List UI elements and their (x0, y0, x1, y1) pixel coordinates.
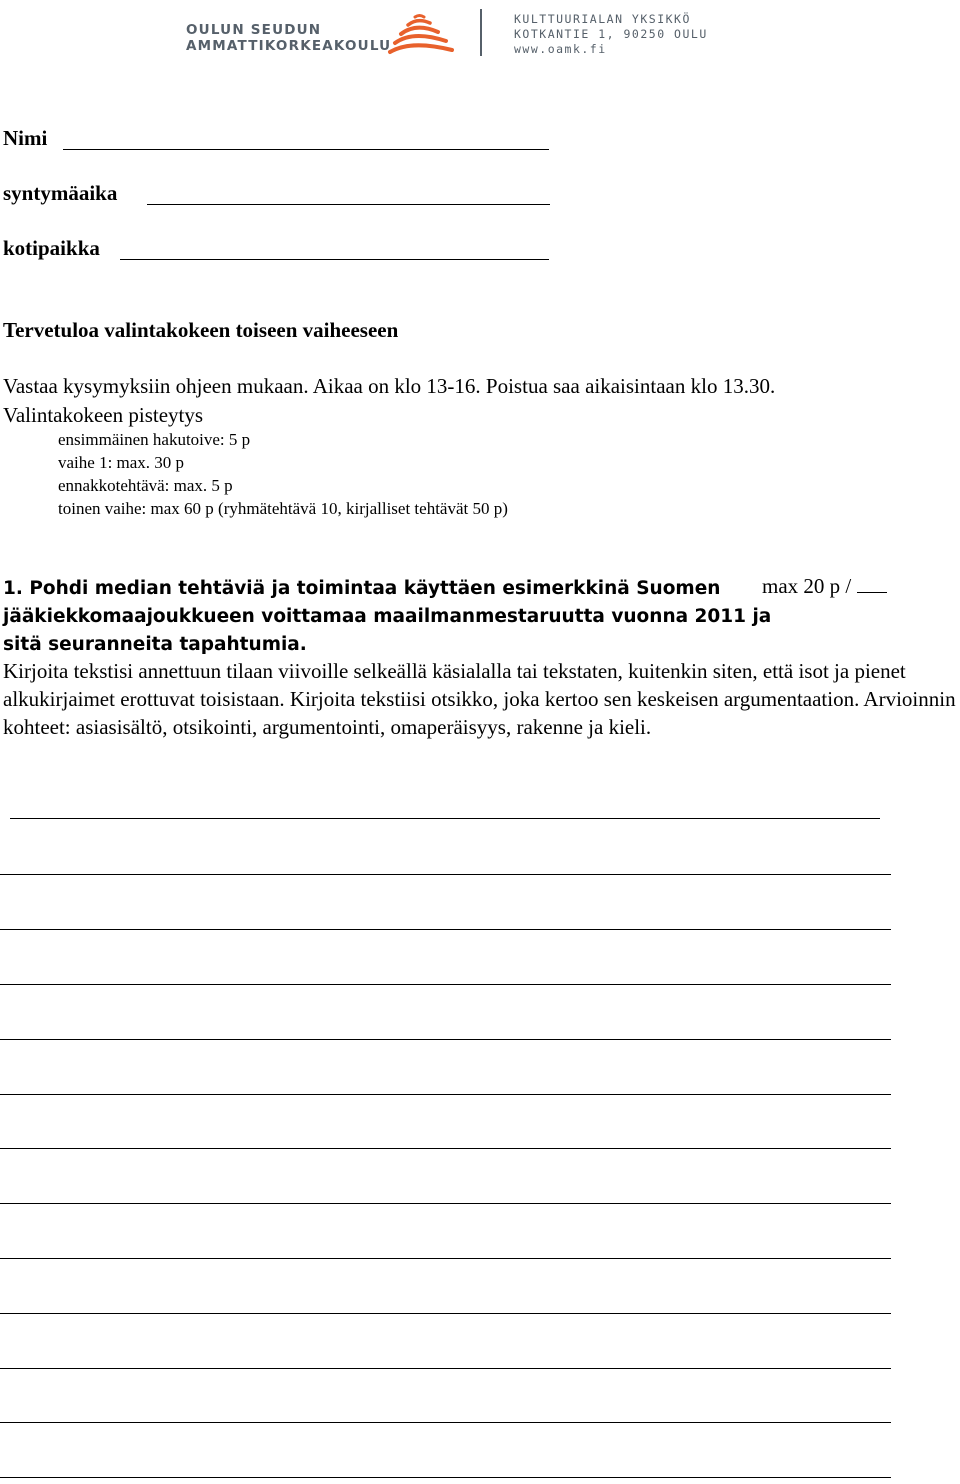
task-points (762, 574, 887, 599)
scoring-list (58, 428, 508, 520)
scoring-item: ensimmäinen hakutoive: 5 p (58, 430, 251, 449)
answer-line[interactable] (10, 818, 880, 819)
answer-line[interactable] (0, 1203, 891, 1204)
scoring-item: vaihe 1: max. 30 p (58, 453, 185, 472)
name-field-line[interactable] (63, 149, 549, 150)
answer-line[interactable] (0, 1422, 891, 1423)
org-name-line1: OULUN SEUDUN (186, 22, 322, 38)
unit-name: KULTTUURIALAN YKSIKKÖ (514, 12, 691, 26)
page-header (0, 0, 960, 70)
points-blank-field[interactable] (857, 591, 887, 593)
scoring-item: ennakkotehtävä: max. 5 p (58, 476, 233, 495)
oamk-logo-icon (386, 12, 456, 56)
instructions-text: Vastaa kysymyksiin ohjeen mukaan. Aikaa on klo 13-16. Poistua saa aikaisintaan klo 13.30. (3, 374, 776, 398)
unit-address (514, 12, 708, 57)
task-description: Kirjoita tekstisi annettuun tilaan viivoille selkeällä käsialalla tai tekstaten, kuitenkin siten, että isot ja pienet alkukirjaimet erottuvat toisistaan. Kirjoita tekstiisi otsikko, joka kertoo sen keskeisen argumentaation. Arvioinnin kohteet: asiasisältö, otsikointi, argumentointi, omaperäisyys, rakenne ja kieli. (3, 659, 956, 739)
organization-name (186, 22, 391, 54)
task-line: 1. Pohdi median tehtäviä ja toimintaa käyttäen esimerkkinä Suomen (3, 578, 721, 599)
answer-line[interactable] (0, 874, 891, 875)
answer-line[interactable] (0, 929, 891, 930)
unit-street: KOTKANTIE 1, 90250 OULU (514, 27, 708, 41)
answer-line[interactable] (0, 1368, 891, 1369)
hometown-field-line[interactable] (120, 259, 549, 260)
scoring-title: Valintakokeen pisteytys (3, 403, 204, 427)
scoring-item: toinen vaihe: max 60 p (ryhmätehtävä 10, kirjalliset tehtävät 50 p) (58, 499, 508, 518)
task-points-label: max 20 p / (762, 574, 852, 598)
name-label: Nimi (3, 126, 48, 150)
birthdate-field-line[interactable] (147, 204, 550, 205)
answer-line[interactable] (0, 1477, 891, 1478)
welcome-heading: Tervetuloa valintakokeen toiseen vaiheeseen (3, 318, 399, 342)
task-line: jääkiekkomaajoukkueen voittamaa maailmanmestaruutta vuonna 2011 ja (3, 606, 772, 627)
hometown-label: kotipaikka (3, 236, 100, 260)
header-divider (480, 9, 482, 56)
birthdate-label: syntymäaika (3, 181, 118, 205)
instructions (3, 372, 775, 430)
task-line: sitä seuranneita tapahtumia. (3, 634, 307, 655)
org-name-line2: AMMATTIKORKEAKOULU (186, 38, 392, 54)
answer-line[interactable] (0, 1313, 891, 1314)
answer-line[interactable] (0, 984, 891, 985)
unit-website: www.oamk.fi (514, 42, 607, 56)
task-prompt (3, 575, 772, 659)
answer-line[interactable] (0, 1094, 891, 1095)
answer-line[interactable] (0, 1258, 891, 1259)
answer-line[interactable] (0, 1039, 891, 1040)
answer-line[interactable] (0, 1148, 891, 1149)
